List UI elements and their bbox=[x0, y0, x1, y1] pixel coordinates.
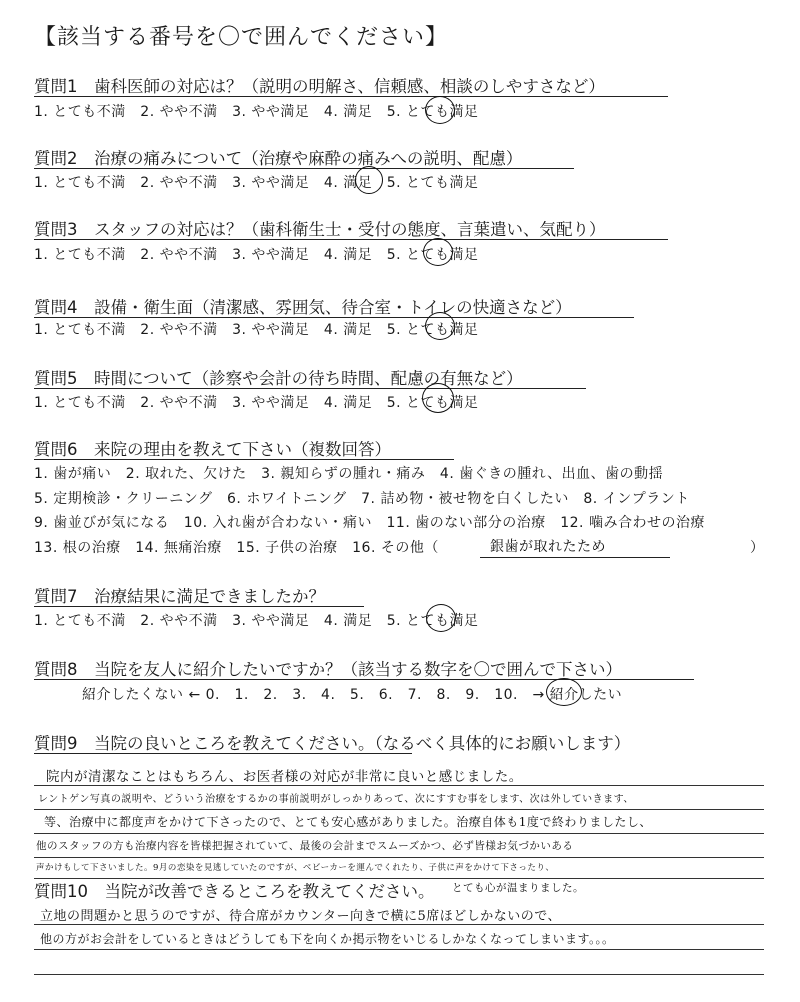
answer-circle-q1 bbox=[425, 96, 455, 124]
question-1-options: 1. とても不満 2. やや不満 3. やや満足 4. 満足 5. とても満足 bbox=[34, 104, 479, 120]
question-6-other-answer: 銀歯が取れたため bbox=[490, 539, 606, 555]
question-3-options: 1. とても不満 2. やや不満 3. やや満足 4. 満足 5. とても満足 bbox=[34, 247, 479, 263]
answer-circle-q3 bbox=[423, 238, 453, 266]
question-1-underline bbox=[34, 96, 668, 97]
question-9-answer-line-1: 院内が清潔なことはもちろん、お医者様の対応が非常に良いと感じました。 bbox=[46, 769, 523, 785]
question-7-options: 1. とても不満 2. やや不満 3. やや満足 4. 満足 5. とても満足 bbox=[34, 613, 479, 629]
question-5-heading: 質問5 時間について（診察や会計の待ち時間、配慮の有無など） bbox=[34, 369, 523, 388]
question-9-answer-line-4: 他のスタッフの方も治療内容を皆様把握されていて、最後の会計までスムーズかつ、必ず皆様お気づかいある bbox=[36, 840, 574, 852]
question-9-underline bbox=[34, 753, 412, 754]
question-6-heading: 質問6 来院の理由を教えて下さい（複数回答） bbox=[34, 440, 391, 459]
question-3-underline bbox=[34, 239, 668, 240]
question-6-other-close-paren: ） bbox=[750, 540, 765, 556]
answer-line bbox=[34, 833, 764, 834]
question-2-heading: 質問2 治療の痛みについて（治療や麻酔の痛みへの説明、配慮） bbox=[34, 149, 523, 168]
question-4-heading: 質問4 設備・衛生面（清潔感、雰囲気、待合室・トイレの快適さなど） bbox=[34, 298, 572, 317]
question-6-reasons-row-2: 5. 定期検診・クリーニング 6. ホワイトニング 7. 詰め物・被せ物を白くしたい 8. インプラント bbox=[34, 491, 690, 507]
question-6-other-underline bbox=[480, 557, 670, 558]
question-9-answer-line-2: レントゲン写真の説明や、どういう治療をするかの事前説明がしっかりあって、次にすすむ事をします、次は外していきます、 bbox=[38, 794, 634, 805]
answer-line bbox=[34, 974, 764, 975]
question-8-scale: 紹介したくない ← 0. 1. 2. 3. 4. 5. 6. 7. 8. 9. 10. → 紹介したい bbox=[82, 687, 623, 703]
question-2-underline bbox=[34, 168, 574, 169]
answer-line bbox=[34, 949, 764, 950]
question-6-reasons-row-3: 9. 歯並びが気になる 10. 入れ歯が合わない・痛い 11. 歯のない部分の治療 12. 噛み合わせの治療 bbox=[34, 515, 705, 531]
question-9-heading: 質問9 当院の良いところを教えてください。（なるべく具体的にお願いします） bbox=[34, 734, 631, 753]
question-4-options: 1. とても不満 2. やや不満 3. やや満足 4. 満足 5. とても満足 bbox=[34, 322, 479, 338]
answer-circle-q7 bbox=[426, 604, 456, 632]
question-6-underline bbox=[34, 459, 454, 460]
question-9-answer-line-3: 等、治療中に都度声をかけて下さったので、とても安心感がありました。治療自体も1度で終わりましたし、 bbox=[44, 815, 652, 829]
answer-line bbox=[34, 857, 764, 858]
question-6-reasons-row-1: 1. 歯が痛い 2. 取れた、欠けた 3. 親知らずの腫れ・痛み 4. 歯ぐきの腫れ、出血、歯の動揺 bbox=[34, 466, 664, 482]
question-3-heading: 質問3 スタッフの対応は？（歯科衛生士・受付の態度、言葉遣い、気配り） bbox=[34, 220, 606, 239]
question-5-options: 1. とても不満 2. やや不満 3. やや満足 4. 満足 5. とても満足 bbox=[34, 395, 479, 411]
question-10-answer-line-2: 他の方がお会計をしているときはどうしても下を向くか掲示物をいじるしかなくなってしまいます。。。 bbox=[40, 932, 615, 946]
answer-circle-q8 bbox=[546, 678, 582, 706]
question-9-answer-line-6: とても心が温まりました。 bbox=[452, 882, 584, 894]
question-8-underline bbox=[34, 679, 694, 680]
question-5-underline bbox=[34, 388, 586, 389]
form-title: 【該当する番号を〇で囲んでください】 bbox=[34, 25, 449, 50]
question-10-answer-line-1: 立地の問題かと思うのですが、待合席がカウンター向きで横に5席ほどしかないので、 bbox=[40, 909, 561, 924]
answer-circle-q5 bbox=[422, 383, 454, 413]
question-7-underline bbox=[34, 606, 364, 607]
question-4-underline bbox=[34, 317, 634, 318]
question-8-heading: 質問8 当院を友人に紹介したいですか？（該当する数字を〇で囲んで下さい） bbox=[34, 660, 622, 679]
question-9-answer-line-5: 声かけもして下さいました。9月の恋染を見逃していたのですが、ベビーカーを運んでくれたり、子供に声をかけて下さったり、 bbox=[36, 863, 555, 873]
question-6-reasons-row-4: 13. 根の治療 14. 無痛治療 15. 子供の治療 16. その他（ bbox=[34, 540, 439, 556]
question-10-heading: 質問10 当院が改善できるところを教えてください。 bbox=[34, 882, 435, 901]
answer-line bbox=[34, 785, 764, 786]
question-1-heading: 質問1 歯科医師の対応は？（説明の明解さ、信頼感、相談のしやすさなど） bbox=[34, 77, 605, 96]
answer-line bbox=[34, 809, 764, 810]
question-7-heading: 質問7 治療結果に満足できましたか？ bbox=[34, 587, 325, 606]
answer-circle-q4 bbox=[425, 312, 455, 340]
question-2-options: 1. とても不満 2. やや不満 3. やや満足 4. 満足 5. とても満足 bbox=[34, 175, 479, 191]
answer-circle-q2 bbox=[355, 166, 383, 194]
answer-line bbox=[34, 924, 764, 925]
